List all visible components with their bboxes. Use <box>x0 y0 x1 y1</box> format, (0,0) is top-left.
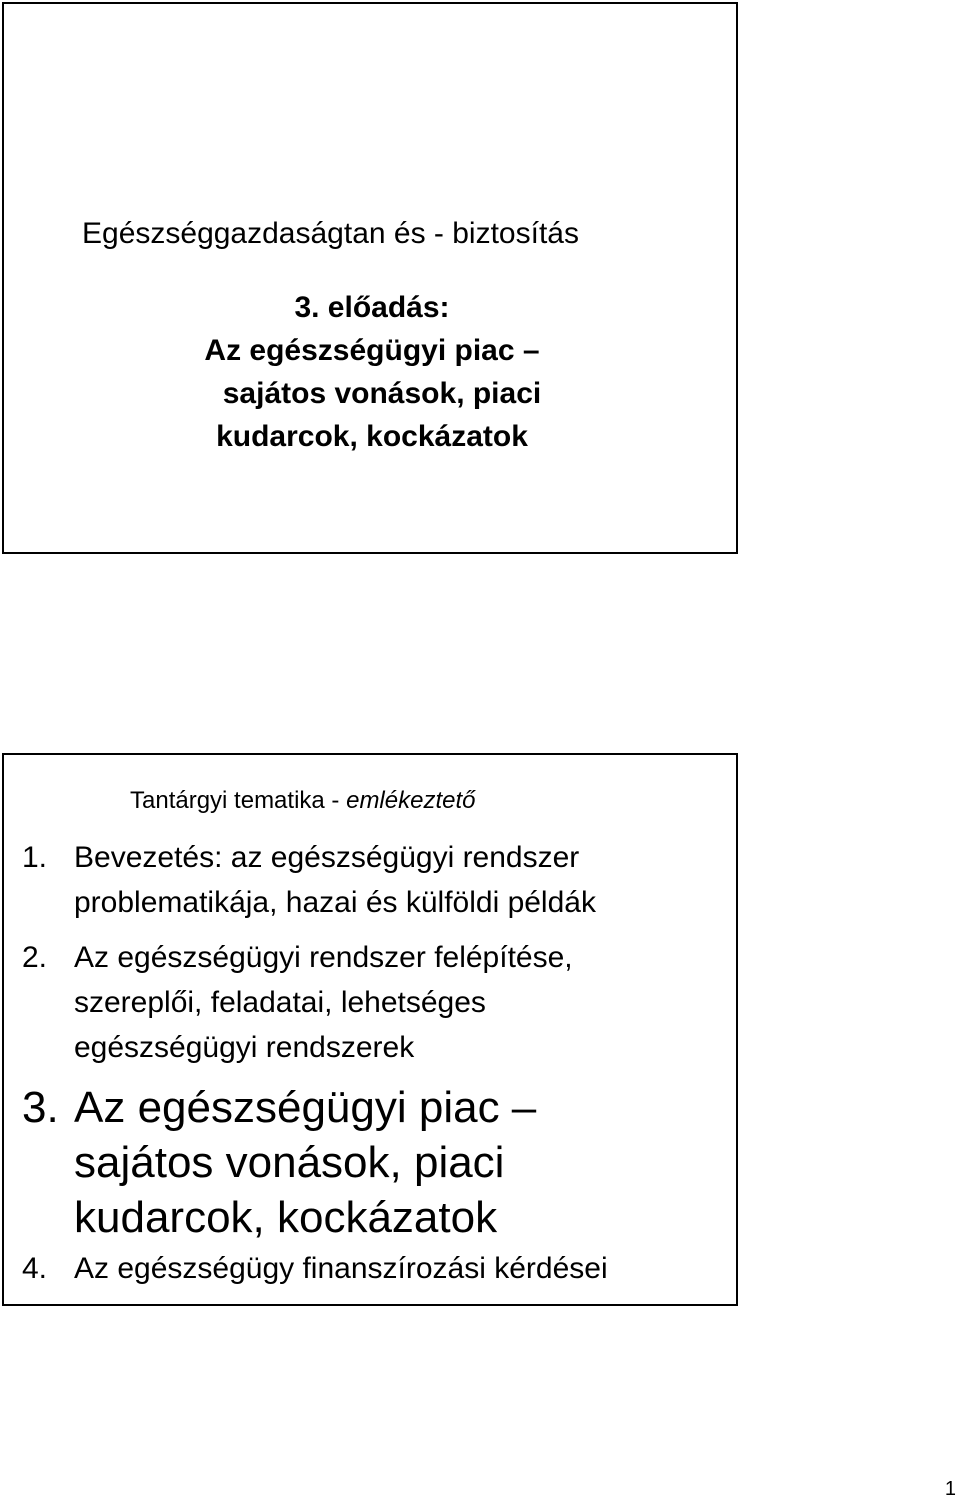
page-number: 1 <box>944 1478 956 1500</box>
lecture-title-line-1: Az egészségügyi piac – <box>204 334 540 367</box>
topic-line: Az egészségügy finanszírozási kérdései <box>74 1252 608 1285</box>
syllabus-heading-text: Tantárgyi tematika - <box>130 787 347 814</box>
topic-text <box>22 1080 536 1245</box>
topic-line: problematikája, hazai és külföldi példák <box>74 886 596 919</box>
syllabus-heading <box>130 785 476 817</box>
topic-number: 2. <box>22 941 48 974</box>
topic-line: egészségügyi rendszerek <box>74 1031 415 1064</box>
topic-text <box>22 935 573 1070</box>
slide-title <box>2 2 738 554</box>
topic-number: 3. <box>22 1083 59 1132</box>
topic-number: 1. <box>22 841 48 874</box>
topic-text <box>22 835 596 925</box>
topic-item <box>22 1246 608 1291</box>
syllabus-heading-italic: emlékeztető <box>346 787 476 814</box>
topic-line: szereplői, feladatai, lehetséges <box>74 986 486 1019</box>
slide-syllabus <box>2 753 738 1306</box>
lecture-title <box>4 286 740 458</box>
topic-item <box>22 835 596 925</box>
topic-line: Az egészségügyi rendszer felépítése, <box>74 941 573 974</box>
topic-line: Az egészségügyi piac – <box>74 1083 537 1132</box>
topic-line: sajátos vonások, piaci <box>74 1138 505 1187</box>
course-title: Egészséggazdaságtan és - biztosítás <box>82 217 579 250</box>
lecture-title-line-3: kudarcok, kockázatok <box>216 420 528 453</box>
topic-line: kudarcok, kockázatok <box>74 1193 498 1242</box>
topic-item-current <box>22 1080 536 1245</box>
topic-line: Bevezetés: az egészségügyi rendszer <box>74 841 580 874</box>
lecture-number: 3. előadás: <box>294 291 450 324</box>
topic-item <box>22 935 573 1070</box>
topic-text <box>22 1246 608 1291</box>
lecture-title-line-2: sajátos vonások, piaci <box>222 377 542 410</box>
topic-number: 4. <box>22 1252 48 1285</box>
